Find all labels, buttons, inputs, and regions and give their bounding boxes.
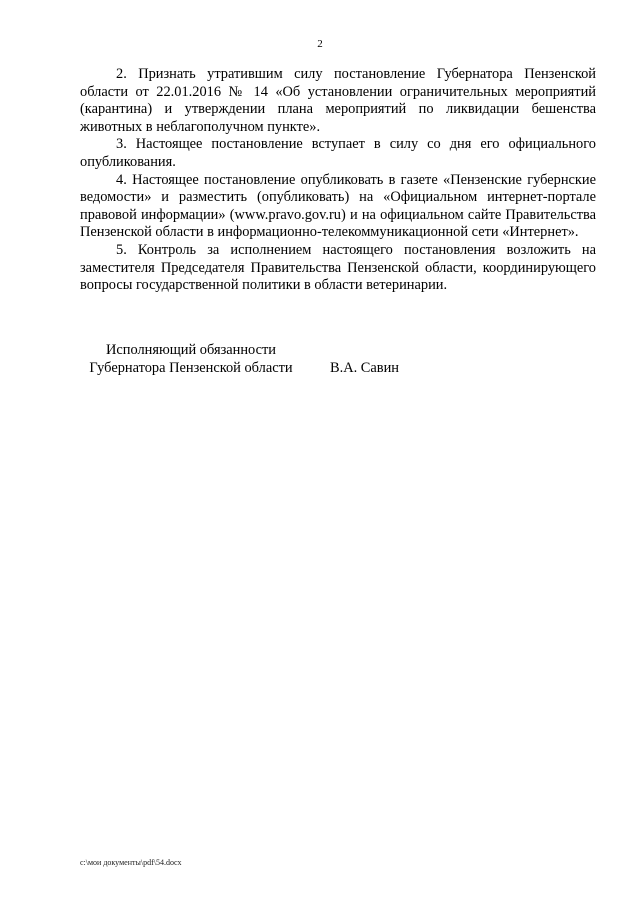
paragraph-2: 2. Признать утратившим силу постановление Губернатора Пензенской области от 22.01.2016 № 14 «Об установлении ограничительных мероприятий (карантина) и утверждении плана мероприятий по ликвидации бешенства животных в неблагополучном пункте». — [80, 66, 596, 135]
signatory-title — [80, 341, 302, 377]
page-number: 2 — [317, 38, 323, 50]
signatory-title-line1: Исполняющий обязанности — [105, 342, 276, 358]
paragraph-3: 3. Настоящее постановление вступает в силу со дня его официального опубликования. — [80, 136, 596, 170]
paragraph-5: 5. Контроль за исполнением настоящего постановления возложить на заместителя Председателя Правительства Пензенской области, координирующего вопросы государственной политики в области ветеринарии. — [80, 241, 596, 294]
paragraph-4: 4. Настоящее постановление опубликовать в газете «Пензенские губернские ведомости» и разместить (опубликовать) на «Официальном интернет-портале правовой информации» (www.pravo.gov.ru) и на официальном сайте Правительства Пензенской области в информационно-телекоммуникационной сети «Интернет». — [80, 171, 596, 241]
signatory-name: В.А. Савин — [330, 360, 399, 376]
signatory-title-line2: Губернатора Пензенской области — [89, 360, 293, 376]
document-body — [80, 66, 596, 295]
footer-file-path: c:\мои документы\pdf\54.docx — [80, 858, 182, 867]
